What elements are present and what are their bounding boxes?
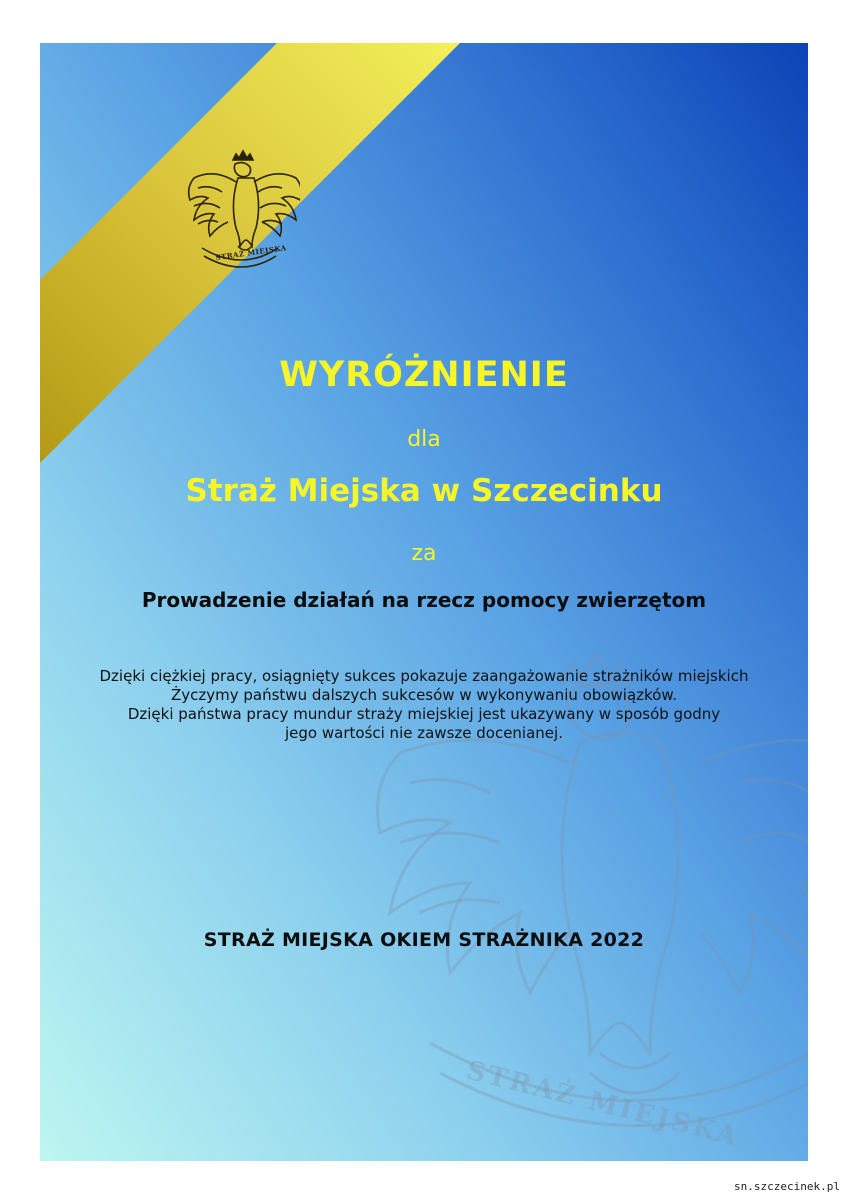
body-line: Dzięki ciężkiej pracy, osiągnięty sukces pokazuje zaangażowanie strażników miejskich	[99, 667, 749, 685]
body-text	[46, 667, 802, 743]
watermark-caption: STRAŻ MIEJSKA	[463, 1055, 743, 1153]
award-reason: Prowadzenie działań na rzecz pomocy zwierzętom	[141, 588, 707, 612]
for-word: dla	[407, 427, 441, 452]
eagle-emblem-icon	[180, 148, 300, 273]
site-credit: sn.szczecinek.pl	[734, 1180, 840, 1193]
body-line: jego wartości nie zawsze docenianej.	[285, 724, 563, 742]
certificate-footer: STRAŻ MIEJSKA OKIEM STRAŻNIKA 2022	[203, 929, 645, 951]
recipient-name: Straż Miejska w Szczecinku	[185, 473, 663, 509]
certificate-title: WYRÓŻNIENIE	[279, 355, 569, 395]
emblem-caption: STRAŻ MIEJSKA	[215, 243, 288, 262]
body-line: Dzięki państwa pracy mundur straży miejskiej jest ukazywany w sposób godny	[127, 705, 721, 723]
body-line: Życzymy państwu dalszych sukcesów w wykonywaniu obowiązków.	[170, 686, 677, 704]
because-word: za	[411, 541, 437, 566]
certificate-page	[40, 43, 808, 1161]
